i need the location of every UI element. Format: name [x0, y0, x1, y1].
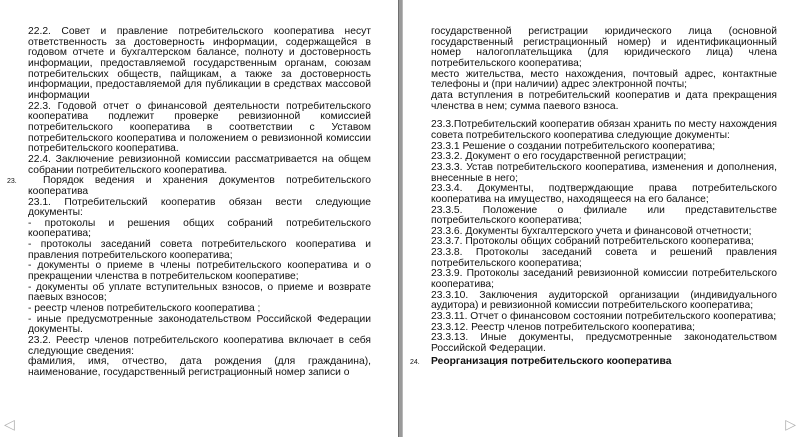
section-title-24: Реорганизация потребительского кооператива: [431, 355, 672, 367]
list-item: - реестр членов потребительского кооператива ;: [28, 303, 261, 315]
previous-page-icon[interactable]: ◁: [4, 416, 15, 432]
list-item: 23.3.6. Документы бухгалтерского учета и финансовой отчетности;: [431, 225, 752, 237]
paragraph-23-2-fields: фамилия, имя, отчество, дата рождения (для гражданина), наименование, государственный регистрационный номер записи о: [28, 356, 371, 378]
section-title-23: Порядок ведения и хранения документов потребительского кооператива: [28, 175, 371, 197]
list-item: 23.3.10. Заключения аудиторской организации (индивидуального аудитора) и ревизионной комиссии потребительского кооператива;: [431, 289, 777, 312]
section-number-24: 24.: [410, 358, 420, 366]
section-heading-24: [410, 355, 777, 368]
next-page-icon[interactable]: ▷: [785, 416, 796, 432]
list-item: 23.3.11. Отчет о финансовом состоянии потребительского кооператива;: [431, 311, 777, 323]
list-item: 23.3.7. Протоколы общих собраний потребительского кооператива;: [431, 236, 754, 248]
list-item: 23.3.13. Иные документы, предусмотренные законодательством Российской Федерации.: [431, 332, 777, 355]
list-item: 23.3.4. Документы, подтверждающие права потребительского кооператива на имущество, находящееся на его балансе;: [431, 183, 777, 205]
page-left-text: [7, 26, 371, 379]
section-heading-23: [7, 175, 371, 197]
list-item: 23.3.12. Реестр членов потребительского кооператива;: [431, 321, 696, 333]
member-fields-address: место жительства, место нахождения, почтовый адрес, контактные телефоны и (при наличии) адрес электронной почты;: [431, 68, 777, 91]
document-page-left: [0, 0, 398, 437]
list-item: - документы об уплате вступительных взносов, о приеме и возврате паевых взносов;: [28, 281, 371, 304]
list-item: - документы о приеме в члены потребительского кооператива и о прекращении членства в потребительском кооперативе;: [28, 260, 371, 283]
list-item: 23.3.3. Устав потребительского кооператива, изменения и дополнения, внесенные в него;: [431, 161, 777, 184]
list-item: 23.3.8. Протоколы заседаний совета и решений правления потребительского кооператива;: [431, 247, 777, 269]
list-item: 23.3.1 Решение о создании потребительского кооператива;: [431, 140, 716, 152]
paragraph-22-4: 22.4. Заключение ревизионной комиссии рассматривается на общем собрании потребительского кооператива.: [28, 153, 371, 176]
paragraph-23-3: 23.3.Потребительский кооператив обязан хранить по месту нахождения совета потребительского кооператива следующие документы:: [431, 119, 777, 141]
paragraph-23-2: 23.2. Реестр членов потребительского кооператива включает в себя следующие сведения:: [28, 335, 371, 357]
paragraph-22-3: 22.3. Годовой отчет о финансовой деятельности потребительского кооператива подлежит проверке ревизионной комиссией потребительского кооператива в соответствии с Уставом потребительского кооператива и положением о ревизионной комиссии потребительского кооператива.: [28, 100, 371, 155]
page-right-text: [410, 26, 777, 367]
paragraph-23-1: 23.1. Потребительский кооператив обязан вести следующие документы:: [28, 196, 371, 219]
list-item: - протоколы и решения общих собраний потребительского кооператива;: [28, 217, 371, 240]
member-fields-dates: дата вступления в потребительский кооператив и дата прекращения членства в нем; сумма паевого взноса.: [431, 89, 777, 112]
list-item: 23.3.2. Документ о его государственной регистрации;: [431, 151, 687, 163]
list-item: - протоколы заседаний совета потребительского кооператива и правления потребительского кооператива;: [28, 239, 371, 261]
member-fields-continued: государственной регистрации юридического лица (основной государственный регистрационный номер) и идентификационный номер налогоплательщика (для юридического лица) члена потребительского кооператива;: [431, 26, 777, 69]
paragraph-22-2: 22.2. Совет и правление потребительского кооператива несут ответственность за достоверность информации, содержащейся в годовом отчете и бухгалтерском балансе, полноту и достоверность информации, предоставляемой государственным органам, союзам потребительских обществ, пайщикам, а также за достоверность информации, предоставляемой для публикации в средствах массовой информации: [28, 26, 371, 101]
list-item: 23.3.5. Положение о филиале или представительстве потребительского кооператива;: [431, 204, 777, 227]
section-number-23: 23.: [7, 178, 17, 186]
list-item: - иные предусмотренные законодательством Российской Федерации документы.: [28, 313, 371, 336]
document-page-right: [403, 0, 800, 437]
list-item: 23.3.9. Протоколы заседаний ревизионной комиссии потребительского кооператива;: [431, 268, 777, 291]
